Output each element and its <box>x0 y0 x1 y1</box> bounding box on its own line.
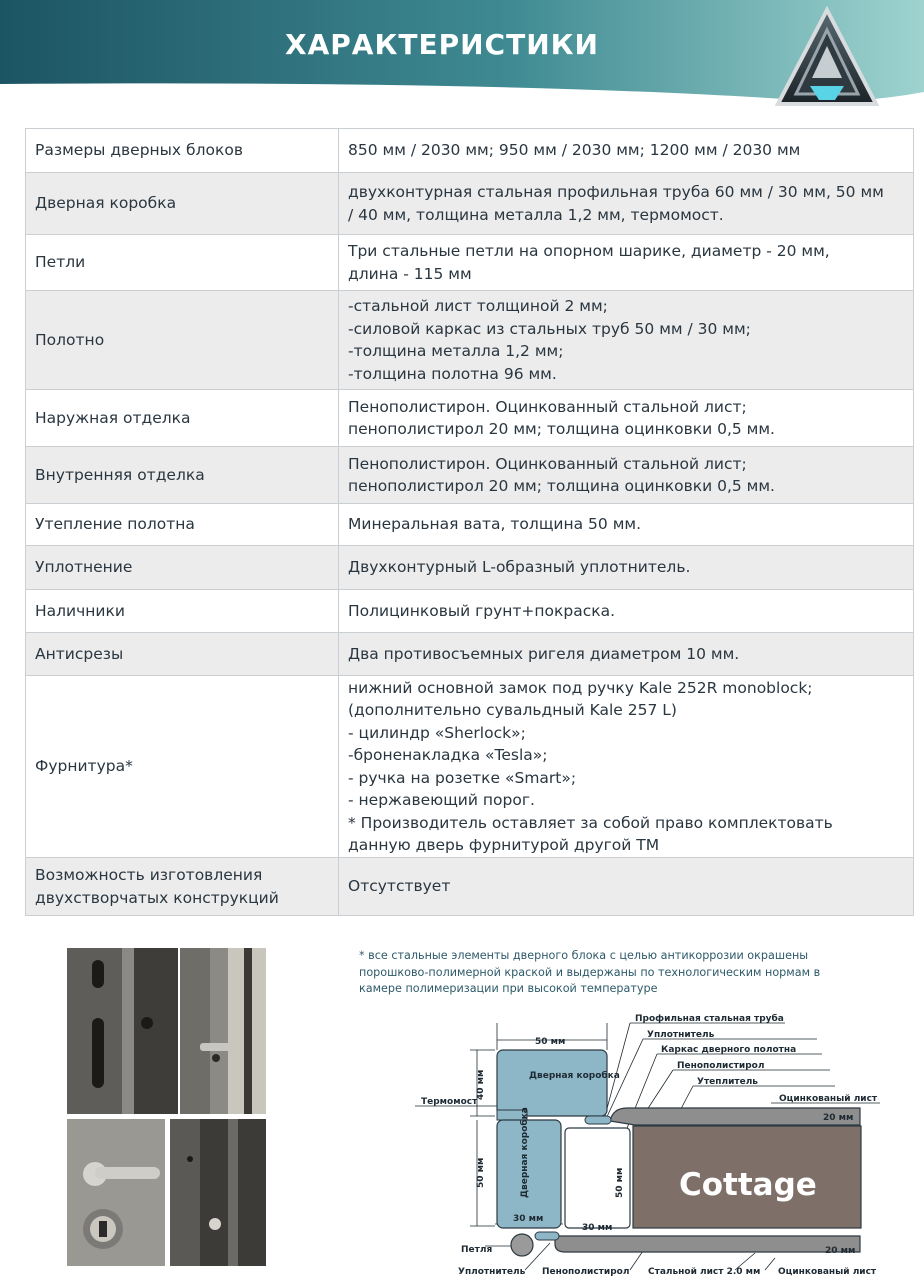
photo-frame-profile <box>67 948 178 1114</box>
label-box-bottom: Дверная коробка <box>520 1107 530 1198</box>
label-mm30-a: 30 мм <box>513 1214 544 1224</box>
spec-value: нижний основной замок под ручку Kale 252R monoblock; (дополнительно сувальдный Kale 257 L) - цилиндр «Sherlock»; -броненакладка «Tesla»; - ручка на розетке «Smart»; - нержавеющий порог. * Производитель оставляет за собой право комплектовать данную дверь фурнитурой другой ТМ <box>339 676 914 858</box>
table-row <box>26 676 914 858</box>
spec-value: Два противосъемных ригеля диаметром 10 мм. <box>339 633 914 676</box>
page-title: ХАРАКТЕРИСТИКИ <box>285 28 599 61</box>
spec-label: Наружная отделка <box>26 390 339 447</box>
spec-label: Петли <box>26 235 339 291</box>
spec-label: Утепление полотна <box>26 504 339 546</box>
table-row <box>26 173 914 235</box>
spec-value: -стальной лист толщиной 2 мм; -силовой каркас из стальных труб 50 мм / 30 мм; -толщина металла 1,2 мм; -толщина полотна 96 мм. <box>339 291 914 390</box>
photo-lock <box>67 1119 165 1266</box>
spec-label: Уплотнение <box>26 546 339 590</box>
label-mm20-bottom: 20 мм <box>825 1246 856 1256</box>
table-row <box>26 858 914 916</box>
spec-label: Дверная коробка <box>26 173 339 235</box>
spec-label: Антисрезы <box>26 633 339 676</box>
label-foam-top: Пенополистирол <box>677 1061 765 1071</box>
table-row <box>26 504 914 546</box>
table-row <box>26 546 914 590</box>
spec-label: Наличники <box>26 590 339 633</box>
label-foam-bottom: Пенополистирол <box>542 1267 630 1277</box>
label-seal-bottom: Уплотнитель <box>458 1267 526 1277</box>
label-seal-top: Уплотнитель <box>647 1030 715 1040</box>
photo-frame-edge <box>170 1119 266 1266</box>
anticorrosion-note: * все стальные элементы дверного блока с целью антикоррозии окрашены порошково-полимерной краской и выдержаны по технологическим нормам в камере полимеризации при высокой температуре <box>359 949 821 995</box>
table-row <box>26 235 914 291</box>
photo-hinge <box>180 948 266 1114</box>
spec-label: Фурнитура* <box>26 676 339 858</box>
table-row <box>26 590 914 633</box>
spec-value: Полицинковый грунт+покраска. <box>339 590 914 633</box>
spec-label: Полотно <box>26 291 339 390</box>
label-thermobridge: Термомост <box>421 1097 478 1107</box>
spec-label: Возможность изготовления двухстворчатых конструкций <box>26 858 339 916</box>
table-row <box>26 447 914 504</box>
spec-value: двухконтурная стальная профильная труба 60 мм / 30 мм, 50 мм / 40 мм, толщина металла 1,2 мм, термомост. <box>339 173 914 235</box>
spec-value: Отсутствует <box>339 858 914 916</box>
spec-value: 850 мм / 2030 мм; 950 мм / 2030 мм; 1200 мм / 2030 мм <box>339 129 914 173</box>
spec-label: Размеры дверных блоков <box>26 129 339 173</box>
label-box-top: Дверная коробка <box>529 1071 620 1081</box>
spec-value: Двухконтурный L-образный уплотнитель. <box>339 546 914 590</box>
label-profile-tube: Профильная стальная труба <box>635 1014 784 1024</box>
label-frame: Каркас дверного полотна <box>661 1045 797 1055</box>
spec-value: Три стальные петли на опорном шарике, диаметр - 20 мм, длина - 115 мм <box>339 235 914 291</box>
table-row <box>26 633 914 676</box>
spec-value: Минеральная вата, толщина 50 мм. <box>339 504 914 546</box>
label-galv-bottom: Оцинкованый лист <box>778 1267 877 1277</box>
spec-value: Пенополистирон. Оцинкованный стальной лист; пенополистирол 20 мм; толщина оцинковки 0,5 мм. <box>339 390 914 447</box>
spec-label: Внутренняя отделка <box>26 447 339 504</box>
label-mm30-b: 30 мм <box>582 1223 613 1233</box>
table-row <box>26 129 914 173</box>
label-mm20-top: 20 мм <box>823 1113 854 1123</box>
label-steel-sheet: Стальной лист 2.0 мм <box>648 1267 761 1277</box>
table-row <box>26 291 914 390</box>
door-section-diagram <box>415 1008 924 1288</box>
label-mm40: 40 мм <box>476 1069 486 1100</box>
brand-name: Cottage <box>679 1167 817 1203</box>
label-insulation: Утеплитель <box>697 1077 758 1087</box>
label-mm50-left: 50 мм <box>476 1157 486 1188</box>
spec-value: Пенополистирон. Оцинкованный стальной лист; пенополистирол 20 мм; толщина оцинковки 0,5 мм. <box>339 447 914 504</box>
brand-logo-icon <box>772 6 882 111</box>
specs-table <box>25 128 914 916</box>
label-galv-top: Оцинкованый лист <box>779 1094 878 1104</box>
label-hinge: Петля <box>461 1245 493 1255</box>
table-row <box>26 390 914 447</box>
header-banner <box>0 0 924 110</box>
label-mm50-top: 50 мм <box>535 1037 566 1047</box>
label-mm50-mid: 50 мм <box>615 1167 625 1198</box>
